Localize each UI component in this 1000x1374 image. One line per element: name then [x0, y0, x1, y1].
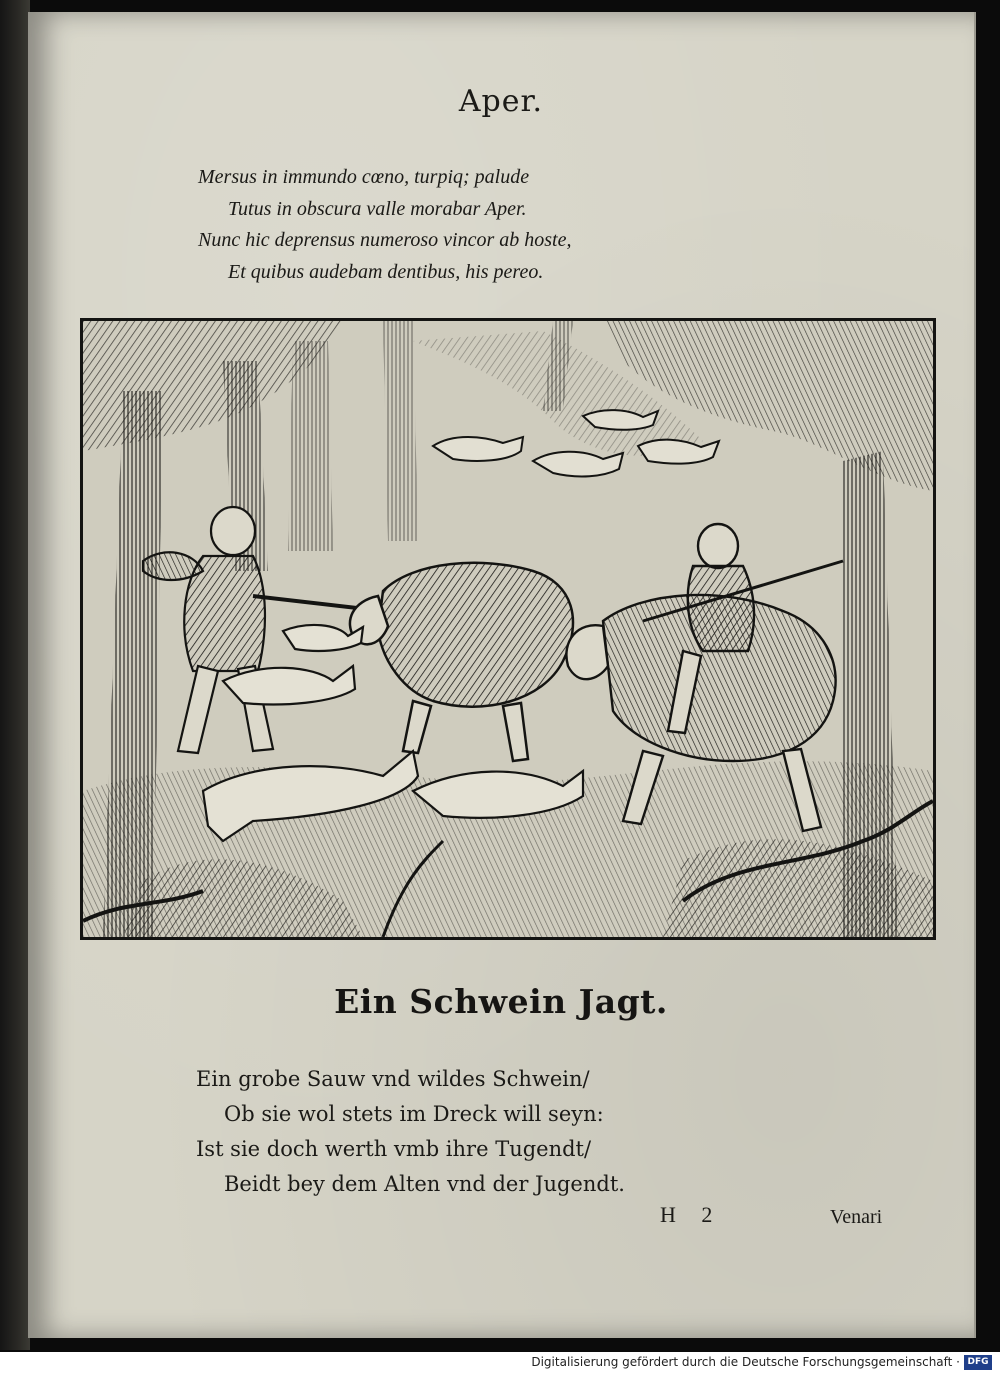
latin-verse-line: Mersus in immundo cœno, turpiq; palude [198, 166, 530, 188]
dfg-logo-icon: DFG [964, 1355, 992, 1370]
digitization-footer [0, 1352, 1000, 1374]
latin-verse [198, 162, 798, 288]
woodcut-boar-hunt-image [83, 321, 933, 937]
latin-verse-line: Tutus in obscura valle morabar Aper. [228, 197, 527, 220]
german-verse-line: Ob sie wol stets im Dreck will seyn: [224, 1102, 604, 1126]
german-verse-line: Ein grobe Sauw vnd wildes Schwein/ [196, 1067, 590, 1091]
latin-verse-line: Nunc hic deprensus numeroso vincor ab hoste, [198, 229, 572, 251]
german-verse-line: Beidt bey dem Alten vnd der Jugendt. [224, 1172, 625, 1196]
woodcut-illustration [80, 318, 936, 940]
signature-mark: H 2 [660, 1202, 723, 1227]
page-title: Aper. [458, 84, 544, 119]
funding-notice: Digitalisierung gefördert durch die Deutsche Forschungsgemeinschaft · [531, 1355, 960, 1369]
german-verse [196, 1062, 836, 1202]
german-heading: Ein Schwein Jagt. [334, 982, 668, 1021]
latin-verse-line: Et quibus audebam dentibus, his pereo. [228, 260, 544, 283]
book-binding-edge [0, 0, 30, 1350]
book-page [28, 12, 976, 1338]
catchword: Venari [830, 1206, 883, 1228]
german-verse-line: Ist sie doch werth vmb ihre Tugendt/ [196, 1137, 592, 1161]
